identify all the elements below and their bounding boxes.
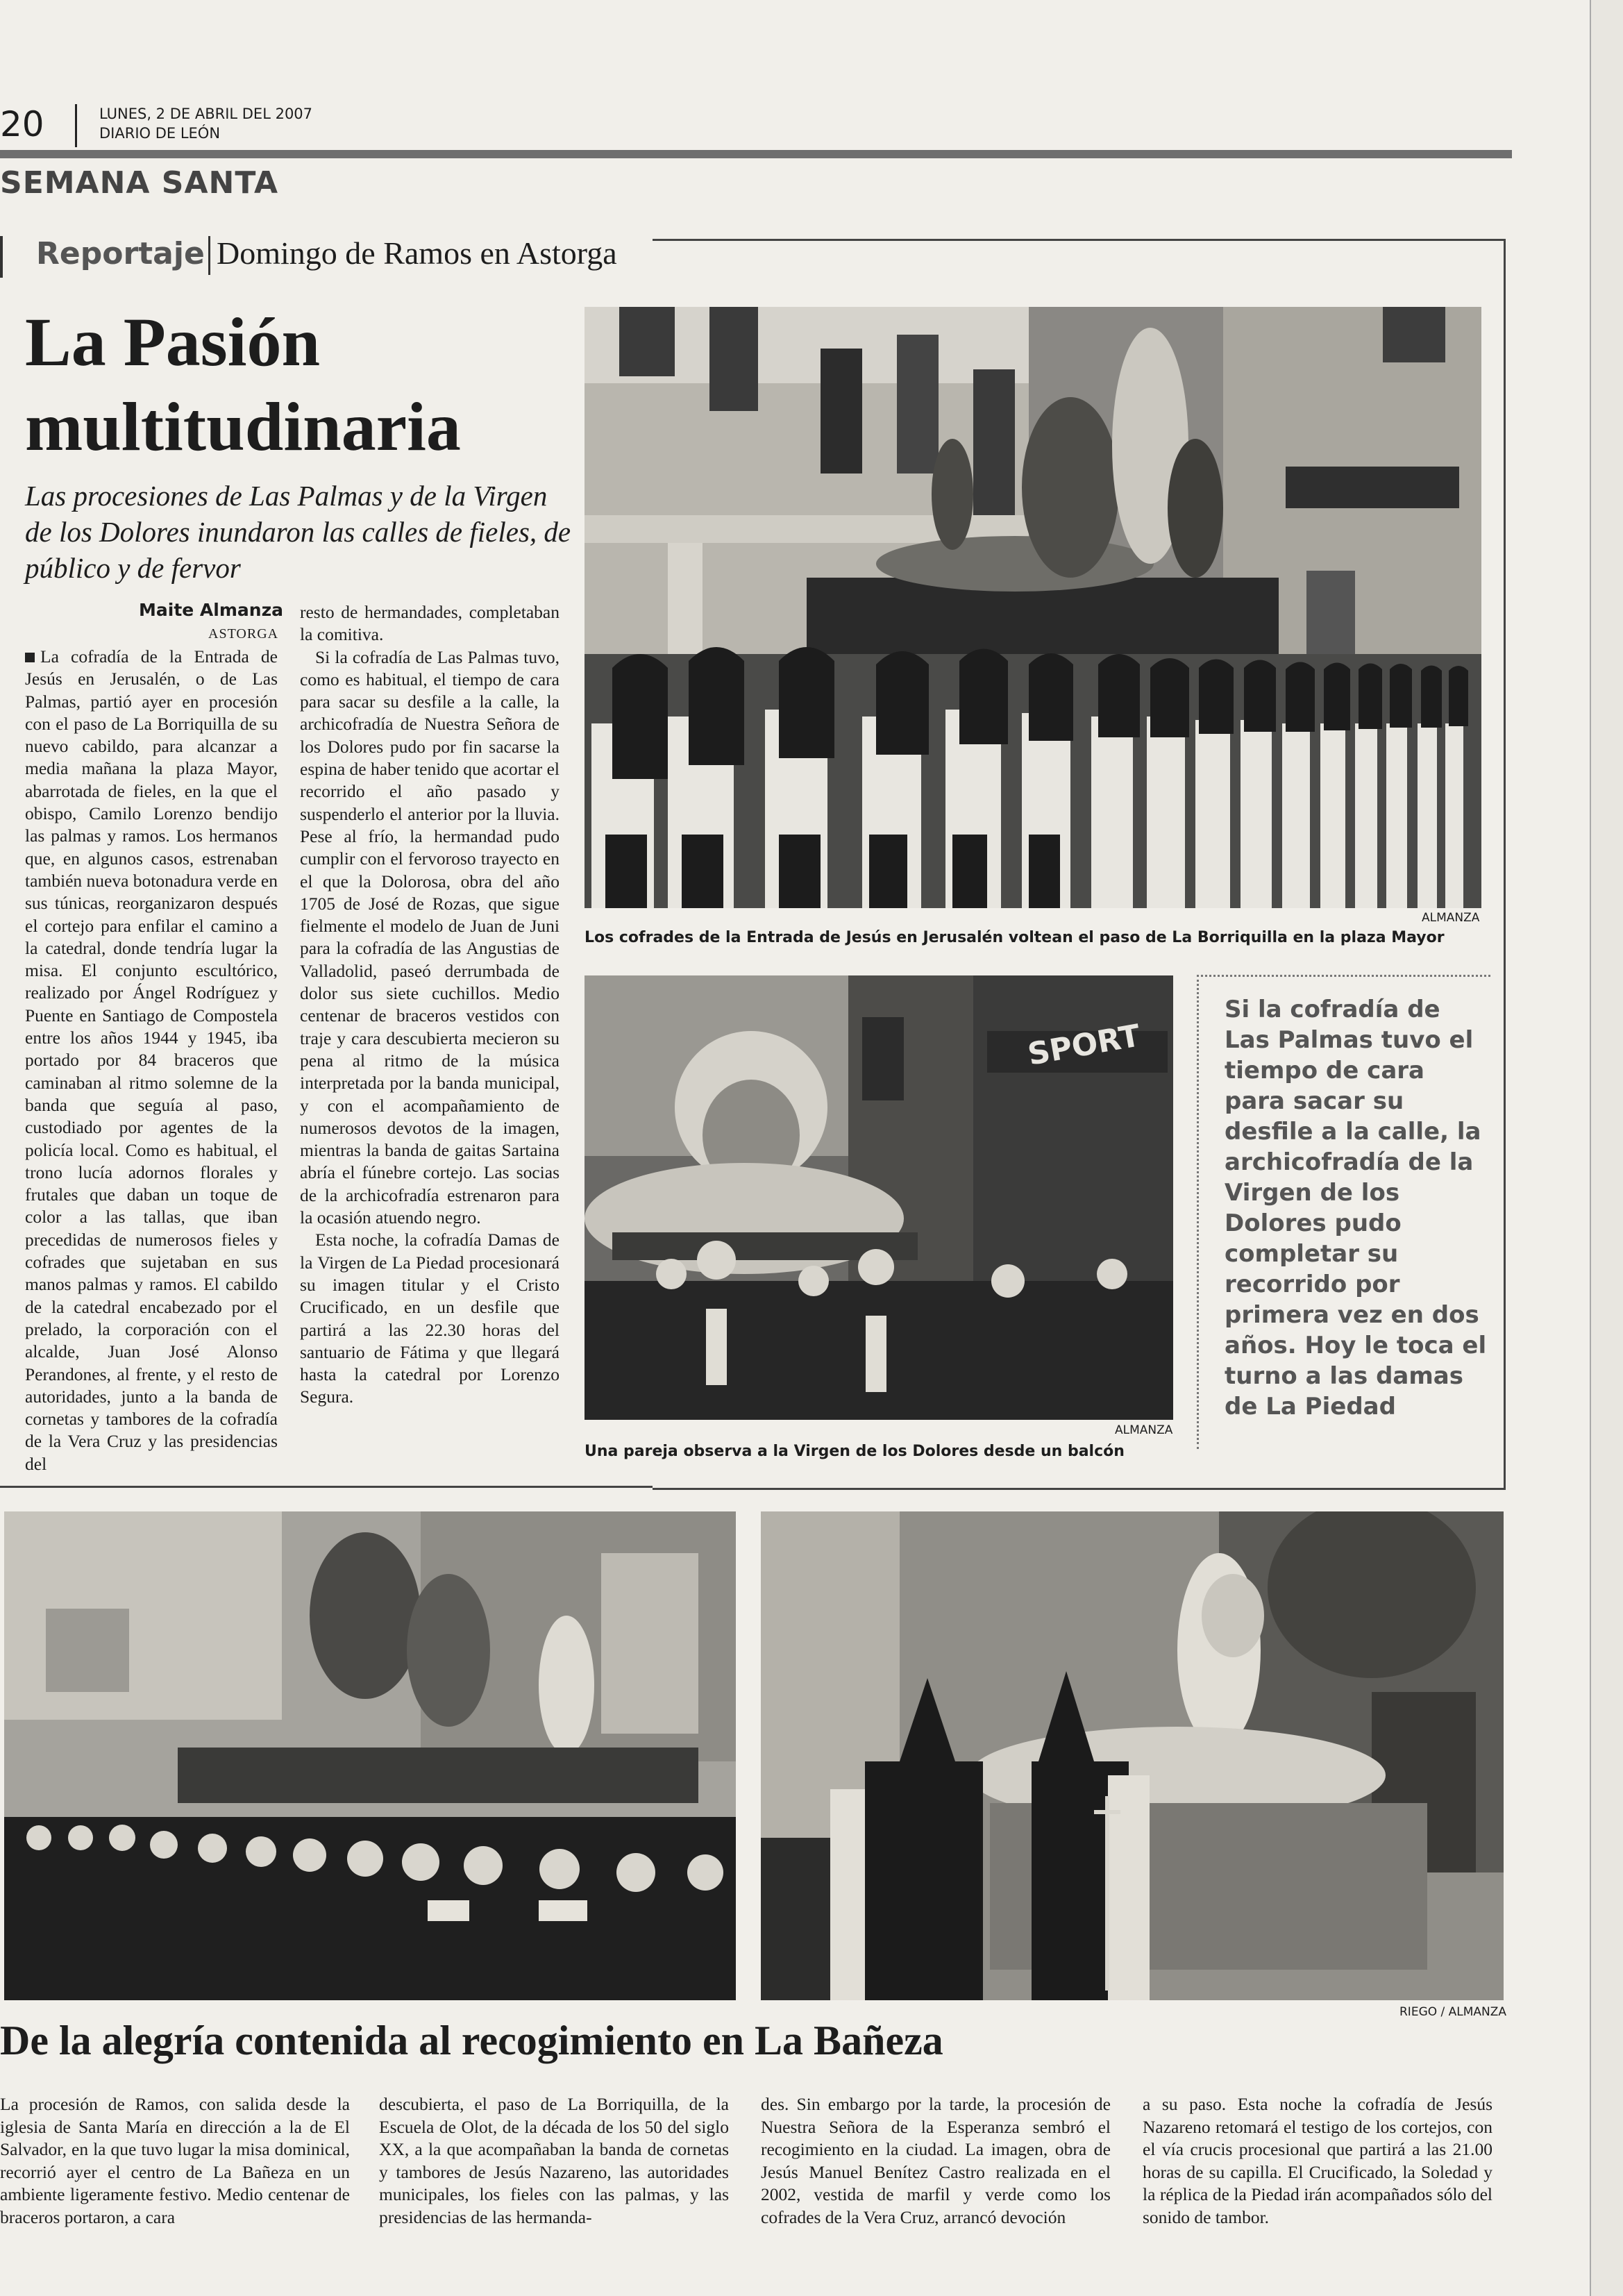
header-paper: DIARIO DE LEÓN [99, 125, 221, 142]
header-date: LUNES, 2 DE ABRIL DEL 2007 [99, 106, 313, 122]
photo-borriquilla [585, 307, 1481, 908]
header-dateline [99, 104, 312, 143]
photo-labaneza-esperanza [761, 1511, 1504, 2000]
shop-sign: SPORT [1025, 1018, 1143, 1073]
byline: Maite Almanza [139, 600, 283, 620]
second-column-2: descubierta, el paso de La Borriquilla, de la Escuela de Olot, de la década de los 50 del siglo XX, a la que acompañaban la banda de cornetas y tambores de Jesús Nazareno, las autoridades municipales, los fieles con las palmas, y las presidencias de las hermanda- [379, 2094, 729, 2227]
dateline-location: ASTORGA [208, 626, 279, 642]
bullet-square [25, 653, 35, 662]
second-column-3: des. Sin embargo por la tarde, la procesión de Nuestra Señora de la Esperanza sembró el recogimiento en la ciudad. La imagen, obra de Jesús Manuel Benítez Castro realizada en el 2002, vestida de marfil y verde como los cofrades de la Vera Cruz, arrancó devoción [761, 2094, 1111, 2227]
photo-labaneza-ramos [4, 1511, 736, 2000]
deck: Las procesiones de Las Palmas y de la Virgen de los Dolores inundaron las calles de fieles, de público y de fervor [25, 480, 571, 584]
photo-credit-2: ALMANZA [1115, 1423, 1173, 1437]
body-column-2-p1: resto de hermandades, completaban la comitiva. [300, 602, 560, 645]
body-column-1 [25, 646, 278, 1475]
body-column-2-p2: Si la cofradía de Las Palmas tuvo, como es habitual, el tiempo de cara para sacar su desfile a la calle, la archicofradía de Nuestra Señora de los Dolores pudo por fin sacarse la espina de haber tenido que acortar el recorrido el año pasado y suspenderlo el anterior por la lluvia. Pese al frío, la hermandad pudo cumplir con el fervoroso trayecto en el que la Dolorosa, obra del año 1705 de José de Rozas, que sigue fielmente el modelo de Juan de Juni para la cofradía de las Angustias de Valladolid, paseó derrumbada de dolor sus siete cuchillos. Medio centenar de braceros vestidos con traje y cara descubierta mecieron su pena al ritmo de la música interpretada por la banda municipal, y con el acompañamiento de numerosos devotos de la imagen, mientras la banda de gaitas Sartaina abría el fúnebre cortejo. Las socias de la archicofradía estrenaron para la ocasión atuendo negro. [300, 646, 560, 1228]
kicker-type: Reportaje [36, 236, 205, 271]
body-column-2 [300, 601, 560, 1409]
header-divider [75, 104, 77, 147]
second-column-1: La procesión de Ramos, con salida desde la iglesia de Santa María en dirección a la de El Salvador, en la que tuvo lugar la misa dominical, recorrió ayer el centro de La Bañeza en un ambiente ligeramente festivo. Medio centenar de braceros portaron, a cara [0, 2094, 350, 2227]
photo-credit-3: RIEGO / ALMANZA [1399, 2005, 1507, 2019]
body-column-1-text: La cofradía de la Entrada de Jesús en Jerusalén, o de Las Palmas, partió ayer en procesión con el paso de La Borriquilla de su nuevo cabildo, para alcanzar a media mañana la plaza Mayor, abarrotada de fieles, en la que el obispo, Camilo Lorenzo bendijo las palmas y ramos. Los hermanos que, en algunos casos, estrenaban también nueva botonadura verde en sus túnicas, reorganizaron después el cortejo para enfilar el camino a la catedral, donde tendría lugar la misa. El conjunto escultórico, realizado por Ángel Rodríguez y Puente en Santiago de Compostela entre los años 1944 y 1945, iba portado por 84 braceros que caminaban al ritmo solemne de la banda que seguía al paso, custodiado por agentes de la policía local. Como es habitual, el trono lucía adornos florales y frutales que daban un toque de color a las tallas, que iban precedidas de numerosos fieles y cofrades que sujetaban en sus manos palmas y ramos. El cabildo de la catedral encabezado por el prelado, la corporación con el alcalde, Juan José Alonso Perandones, al frente, y el resto de autoridades, junto a la banda de cornetas y tambores de la cofradía de la Vera Cruz y las presidencias del [25, 646, 278, 1474]
header-rule [0, 150, 1512, 158]
kicker-separator [208, 236, 210, 275]
adjacent-page-edge [1590, 0, 1623, 2296]
section-title: SEMANA SANTA [0, 165, 278, 201]
photo-credit-1: ALMANZA [1422, 911, 1480, 925]
kicker-topic: Domingo de Ramos en Astorga [217, 235, 617, 271]
body-column-2-p3: Esta noche, la cofradía Damas de la Virgen de La Piedad procesionará su imagen titular y el Cristo Crucificado, en un desfile que partirá a las 22.30 horas del santuario de Fátima y que llegará hasta la catedral por Lorenzo Segura. [300, 1230, 560, 1407]
photo-caption-1: Los cofrades de la Entrada de Jesús en Jerusalén voltean el paso de La Borriquilla en la plaza Mayor [585, 929, 1445, 946]
second-headline: De la alegría contenida al recogimiento en La Bañeza [0, 2018, 943, 2063]
pullquote: Si la cofradía de Las Palmas tuvo el tiempo de cara para sacar su desfile a la calle, la archicofradía de la Virgen de los Dolores pudo completar su recorrido por primera vez en dos años. Hoy le toca el turno a las damas de La Piedad [1225, 996, 1487, 1421]
second-column-4: a su paso. Esta noche la cofradía de Jesús Nazareno retomará el testigo de los cortejos, con el vía crucis procesional que partirá a las 21.00 horas de su capilla. El Crucificado, la Soledad y la réplica de la Piedad irán acompañados sólo del sonido de tambor. [1143, 2094, 1492, 2227]
page-number: 20 [0, 104, 44, 144]
photo-caption-2: Una pareja observa a la Virgen de los Dolores desde un balcón [585, 1443, 1125, 1460]
headline: La Pasión multitudinaria [25, 303, 461, 465]
